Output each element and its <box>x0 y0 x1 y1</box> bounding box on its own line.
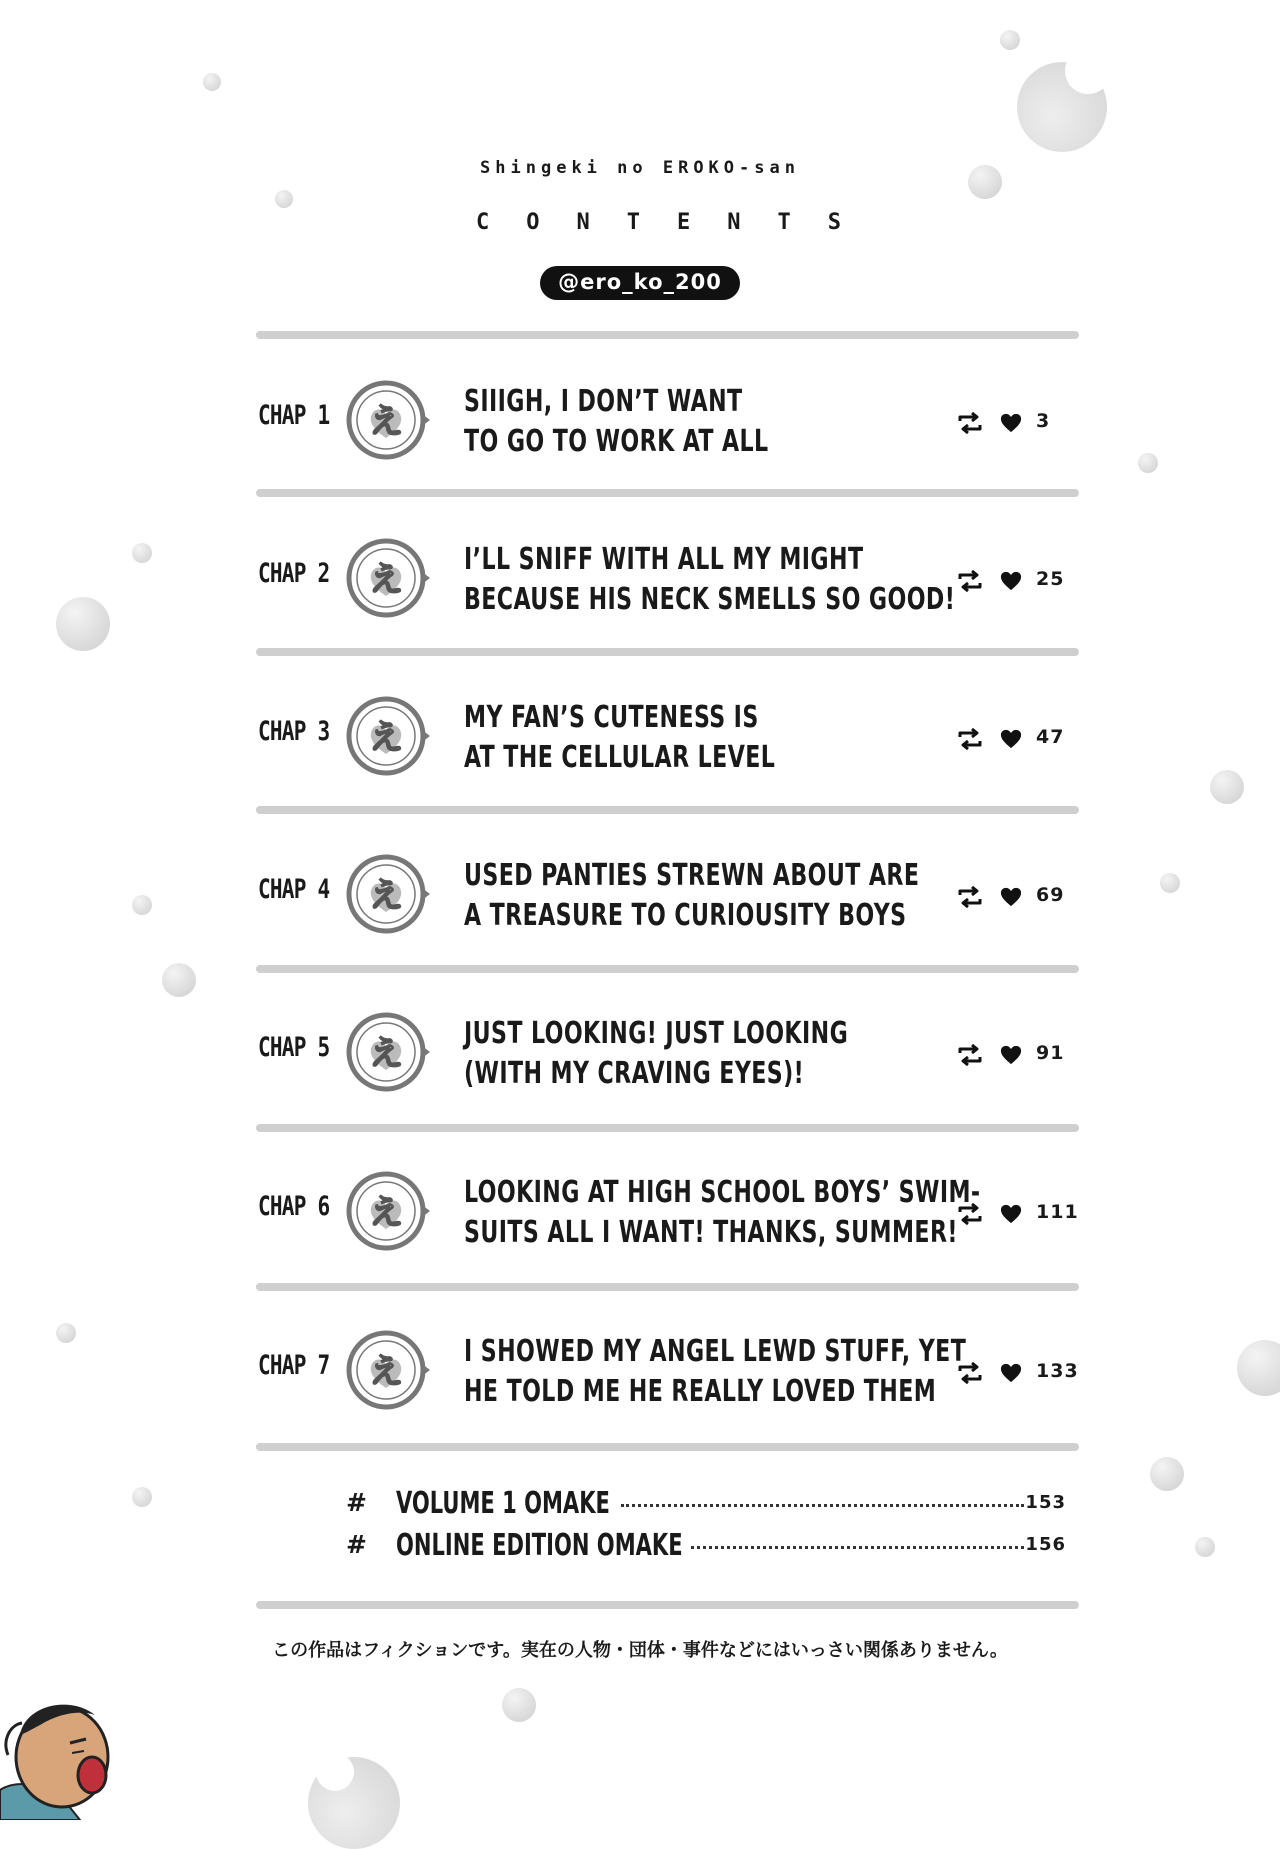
omake-row[interactable] <box>346 1486 1066 1520</box>
contents-heading: CONTENTS <box>476 210 878 235</box>
e-speech-bubble-icon <box>346 852 430 936</box>
e-speech-bubble-icon <box>346 1328 430 1412</box>
handle-wrapper <box>0 266 1280 300</box>
decor-dot <box>275 190 293 208</box>
chapter-stats <box>956 410 1086 438</box>
chapter-label: CHAP 6 <box>258 1191 330 1222</box>
heart-icon <box>1000 1044 1022 1066</box>
chapter-title <box>464 1332 967 1412</box>
chapter-title-line-1: JUST LOOKING! JUST LOOKING <box>464 1016 849 1051</box>
heart-icon <box>1000 728 1022 750</box>
retweet-icon <box>956 1203 984 1225</box>
chapter-title <box>464 1173 981 1253</box>
e-speech-bubble-icon <box>346 694 430 778</box>
chapter-title-line-2: (WITH MY CRAVING EYES)! <box>464 1056 805 1091</box>
chapter-title-line-2: TO GO TO WORK AT ALL <box>464 424 769 459</box>
decor-dot <box>1195 1537 1215 1557</box>
twitter-handle: @ero_ko_200 <box>540 266 740 300</box>
retweet-icon <box>956 728 984 750</box>
decor-dot <box>1000 30 1020 50</box>
fiction-disclaimer: この作品はフィクションです。実在の人物・団体・事件などにはいっさい関係ありません。 <box>272 1640 1008 1661</box>
chapter-label: CHAP 3 <box>258 716 330 747</box>
chapter-label: CHAP 5 <box>258 1032 330 1063</box>
decor-dot <box>56 1323 76 1343</box>
decor-dot <box>132 543 152 563</box>
chapter-title-line-2: BECAUSE HIS NECK SMELLS SO GOOD! <box>464 582 956 617</box>
hash-mark: # <box>346 1530 367 1559</box>
omake-row[interactable] <box>346 1528 1066 1562</box>
decor-dot <box>203 73 221 91</box>
chapter-title <box>464 698 907 778</box>
decor-dot <box>162 963 196 997</box>
page-number: 91 <box>1036 1042 1065 1064</box>
chapter-row-7[interactable] <box>256 1304 1079 1444</box>
heart-icon <box>1000 570 1022 592</box>
divider <box>256 1601 1079 1609</box>
chapter-stats <box>956 1042 1086 1070</box>
chapter-stats <box>956 726 1086 754</box>
chapter-title <box>464 1014 907 1094</box>
chapter-title-line-2: HE TOLD ME HE REALLY LOVED THEM <box>464 1374 937 1409</box>
decor-dot <box>1138 453 1158 473</box>
decor-dot <box>1150 1457 1184 1491</box>
chapter-title <box>464 540 956 620</box>
svg-text:え: え <box>369 560 403 600</box>
chapter-title <box>464 382 907 462</box>
e-speech-bubble-icon <box>346 536 430 620</box>
svg-text:え: え <box>369 876 403 916</box>
chapter-title-line-1: I’LL SNIFF WITH ALL MY MIGHT <box>464 542 864 577</box>
retweet-icon <box>956 570 984 592</box>
chapter-label: CHAP 4 <box>258 874 330 905</box>
dot-leader <box>621 1504 1024 1507</box>
e-speech-bubble-icon <box>346 1010 430 1094</box>
retweet-icon <box>956 1362 984 1384</box>
decor-dot <box>1210 770 1244 804</box>
svg-text:え: え <box>369 402 403 442</box>
series-subtitle: Shingeki no EROKO-san <box>480 158 800 178</box>
chapter-stats <box>956 568 1086 596</box>
svg-text:え: え <box>369 1034 403 1074</box>
heart-icon <box>1000 1362 1022 1384</box>
svg-text:え: え <box>369 1352 403 1392</box>
decor-moon <box>1017 62 1107 152</box>
chapter-stats <box>956 1360 1086 1388</box>
divider <box>256 331 1079 339</box>
page-number: 133 <box>1036 1360 1079 1382</box>
chapter-row-6[interactable] <box>256 1145 1079 1285</box>
heart-icon <box>1000 886 1022 908</box>
page-number: 69 <box>1036 884 1065 906</box>
retweet-icon <box>956 412 984 434</box>
chapter-title-line-2: AT THE CELLULAR LEVEL <box>464 740 776 775</box>
page-number: 3 <box>1036 410 1051 432</box>
e-speech-bubble-icon <box>346 378 430 462</box>
chapter-title-line-1: SIIIGH, I DON’T WANT <box>464 384 743 419</box>
decor-moon <box>308 1757 400 1849</box>
decor-dot <box>1160 873 1180 893</box>
chapter-row-1[interactable] <box>256 354 1079 494</box>
character-illustration <box>0 1695 130 1820</box>
omake-page-number: 153 <box>1025 1492 1066 1513</box>
chapter-title-line-1: I SHOWED MY ANGEL LEWD STUFF, YET <box>464 1334 967 1369</box>
omake-title: ONLINE EDITION OMAKE <box>396 1528 683 1563</box>
svg-text:え: え <box>369 718 403 758</box>
chapter-row-2[interactable] <box>256 512 1079 652</box>
decor-dot <box>132 1487 152 1507</box>
chapter-title-line-2: SUITS ALL I WANT! THANKS, SUMMER! <box>464 1215 958 1250</box>
divider <box>256 1443 1079 1451</box>
omake-title: VOLUME 1 OMAKE <box>396 1486 610 1521</box>
page-number: 25 <box>1036 568 1065 590</box>
chapter-title <box>464 856 920 936</box>
decor-dot <box>502 1688 536 1722</box>
heart-icon <box>1000 1203 1022 1225</box>
chapter-title-line-1: MY FAN’S CUTENESS IS <box>464 700 759 735</box>
chapter-title-line-1: LOOKING AT HIGH SCHOOL BOYS’ SWIM- <box>464 1175 981 1210</box>
chapter-row-3[interactable] <box>256 670 1079 810</box>
e-speech-bubble-icon <box>346 1169 430 1253</box>
svg-text:え: え <box>369 1193 403 1233</box>
page-number: 111 <box>1036 1201 1079 1223</box>
page-number: 47 <box>1036 726 1065 748</box>
chapter-row-5[interactable] <box>256 986 1079 1126</box>
hash-mark: # <box>346 1488 367 1517</box>
chapter-title-line-2: A TREASURE TO CURIOUSITY BOYS <box>464 898 907 933</box>
chapter-title-line-1: USED PANTIES STREWN ABOUT ARE <box>464 858 920 893</box>
retweet-icon <box>956 1044 984 1066</box>
decor-dot <box>56 597 110 651</box>
chapter-label: CHAP 7 <box>258 1350 330 1381</box>
omake-page-number: 156 <box>1025 1534 1066 1555</box>
chapter-stats <box>956 1201 1086 1229</box>
decor-dot <box>1237 1340 1280 1396</box>
chapter-label: CHAP 2 <box>258 558 330 589</box>
dot-leader <box>691 1546 1024 1549</box>
chapter-row-4[interactable] <box>256 828 1079 968</box>
chapter-label: CHAP 1 <box>258 400 330 431</box>
decor-dot <box>132 895 152 915</box>
heart-icon <box>1000 412 1022 434</box>
chapter-stats <box>956 884 1086 912</box>
retweet-icon <box>956 886 984 908</box>
